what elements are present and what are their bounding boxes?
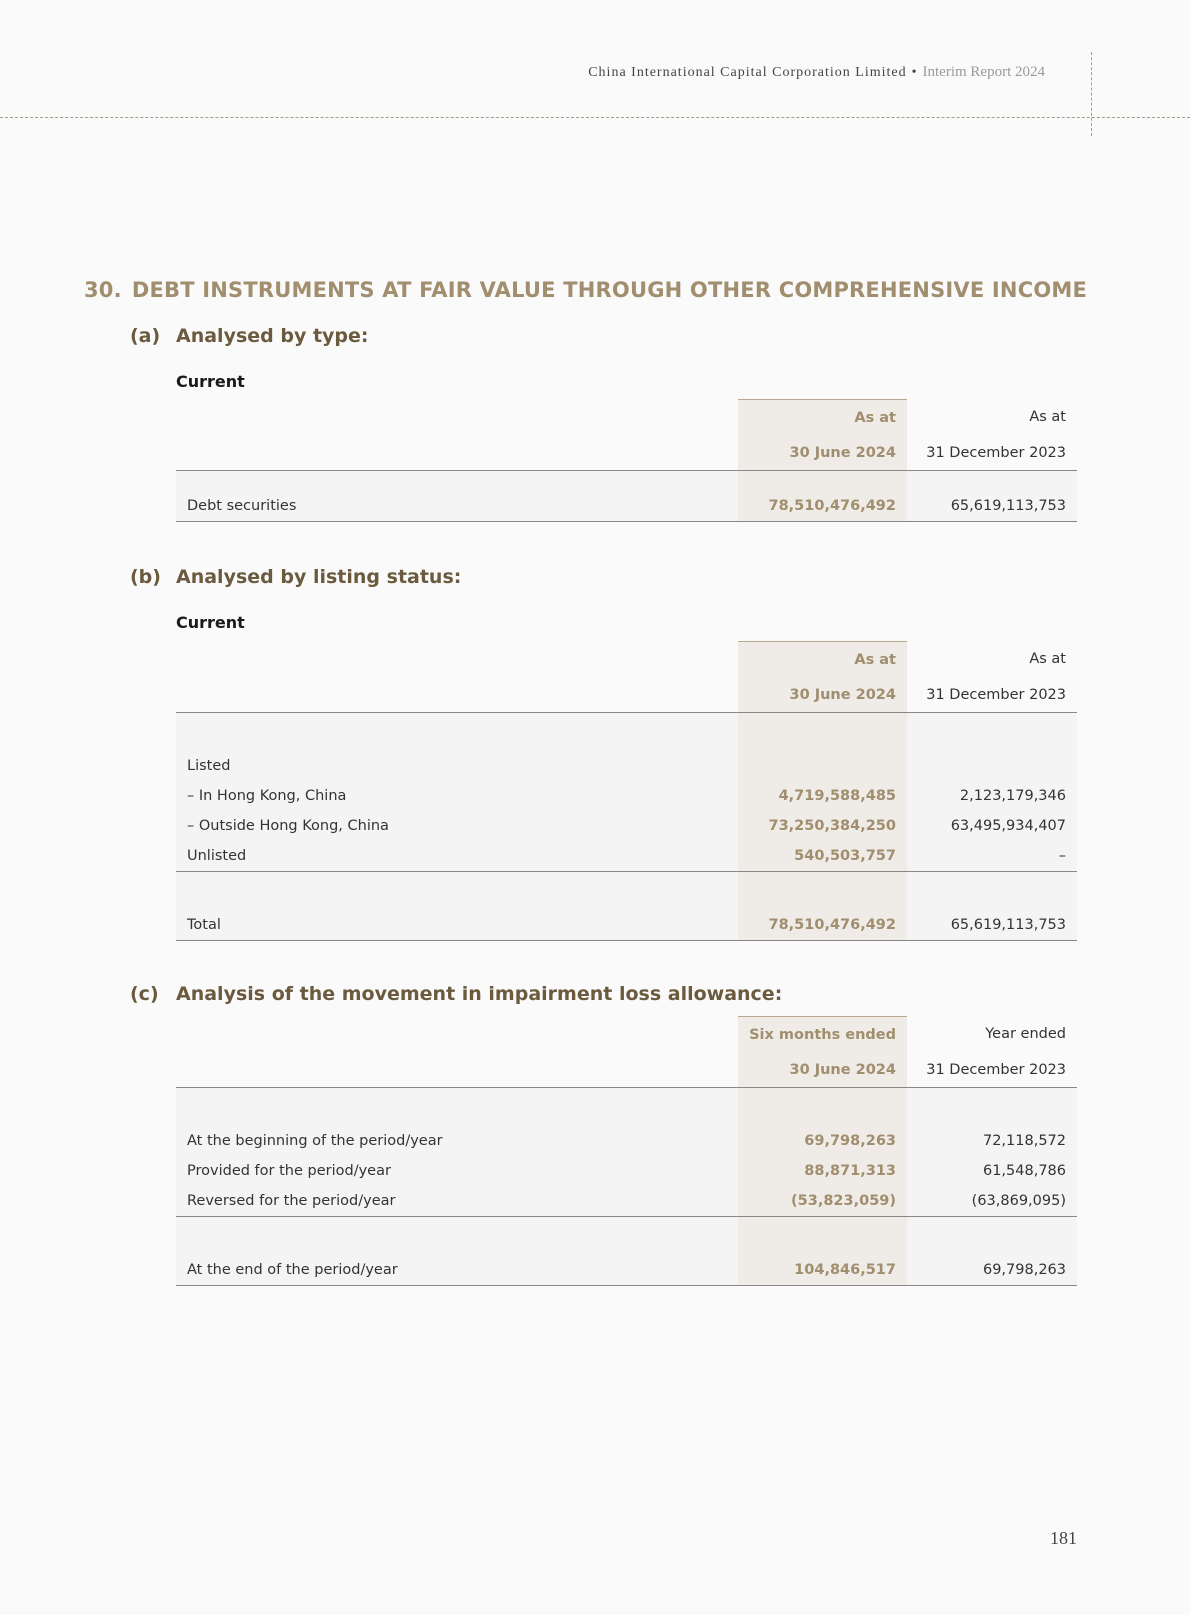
col2-header-line1: As at: [1029, 409, 1066, 425]
row-value-2023: (63,869,095): [907, 1186, 1077, 1216]
col1-header-line1: Six months ended: [738, 1016, 907, 1052]
note-title-text: DEBT INSTRUMENTS AT FAIR VALUE THROUGH OTHER COMPREHENSIVE INCOME: [131, 278, 1088, 302]
section-a-heading: [130, 325, 369, 347]
row-label: Listed: [176, 758, 738, 774]
table-row: [176, 751, 1077, 781]
col1-header-line1: As at: [738, 399, 907, 435]
row-label: Unlisted: [176, 848, 738, 864]
table-row: [176, 1126, 1077, 1156]
header-divider: [0, 117, 1190, 118]
row-value-2023: 65,619,113,753: [907, 491, 1077, 521]
row-value-2023: 65,619,113,753: [907, 910, 1077, 940]
table-row: [176, 841, 1077, 871]
row-value-2024: 104,846,517: [738, 1255, 907, 1285]
row-value-2024: 78,510,476,492: [738, 910, 907, 940]
row-value-2024: (53,823,059): [738, 1186, 907, 1216]
row-value-2024: 78,510,476,492: [738, 491, 907, 521]
section-b-heading: [130, 566, 461, 588]
row-label: Debt securities: [176, 498, 738, 514]
note-title: [84, 278, 1087, 302]
company-name: China International Capital Corporation Limited: [588, 65, 907, 80]
col2-header-line2: 31 December 2023: [926, 444, 1066, 461]
row-value-2023: 61,548,786: [907, 1156, 1077, 1186]
row-value-2023: 2,123,179,346: [907, 781, 1077, 811]
row-label: At the end of the period/year: [176, 1262, 738, 1278]
row-value-2024: 73,250,384,250: [738, 811, 907, 841]
row-value-2024: 540,503,757: [738, 841, 907, 871]
col2-header-line2: 31 December 2023: [926, 1061, 1066, 1078]
table-row: [176, 781, 1077, 811]
row-value-2024: 88,871,313: [738, 1156, 907, 1186]
row-value-2024: 69,798,263: [738, 1126, 907, 1156]
table-row: [176, 1186, 1077, 1216]
col1-header-line2: 30 June 2024: [738, 1052, 907, 1087]
bullet: •: [911, 65, 918, 80]
section-b-subtitle: Current: [176, 613, 245, 632]
row-value-2023: –: [907, 841, 1077, 871]
row-label: At the beginning of the period/year: [176, 1133, 738, 1149]
row-value-2024: 4,719,588,485: [738, 781, 907, 811]
header-vertical-divider: [1091, 52, 1092, 136]
total-row: [176, 1255, 1077, 1285]
note-number: 30.: [84, 278, 122, 302]
col1-header-line1: As at: [738, 641, 907, 677]
table-c: [176, 1016, 1077, 1286]
row-label: Reversed for the period/year: [176, 1193, 738, 1209]
col1-header-line2: 30 June 2024: [738, 677, 907, 712]
row-label: – In Hong Kong, China: [176, 788, 738, 804]
running-header: [588, 64, 1045, 81]
section-letter: (b): [130, 566, 161, 588]
col1-header-line2: 30 June 2024: [738, 435, 907, 470]
table-row: [176, 491, 1077, 521]
section-letter: (a): [130, 325, 161, 347]
row-label: – Outside Hong Kong, China: [176, 818, 738, 834]
section-a-subtitle: Current: [176, 372, 245, 391]
table-row: [176, 1156, 1077, 1186]
row-label: Total: [176, 917, 738, 933]
col2-header-line2: 31 December 2023: [926, 686, 1066, 703]
table-a: [176, 399, 1077, 522]
total-row: [176, 910, 1077, 940]
section-letter: (c): [130, 983, 159, 1005]
col2-header-line1: Year ended: [985, 1026, 1066, 1042]
section-title: Analysed by listing status:: [176, 566, 462, 588]
row-value-2023: 63,495,934,407: [907, 811, 1077, 841]
row-label: Provided for the period/year: [176, 1163, 738, 1179]
col2-header-line1: As at: [1029, 651, 1066, 667]
row-value-2024: [738, 751, 907, 781]
section-c-heading: [130, 983, 782, 1005]
row-value-2023: 69,798,263: [907, 1255, 1077, 1285]
row-value-2023: [907, 751, 1077, 781]
row-value-2023: 72,118,572: [907, 1126, 1077, 1156]
page-number: 181: [1050, 1528, 1077, 1548]
section-title: Analysis of the movement in impairment loss allowance:: [176, 983, 783, 1005]
section-title: Analysed by type:: [176, 325, 369, 347]
table-row: [176, 811, 1077, 841]
table-b: [176, 641, 1077, 941]
report-name: Interim Report 2024: [922, 64, 1045, 80]
